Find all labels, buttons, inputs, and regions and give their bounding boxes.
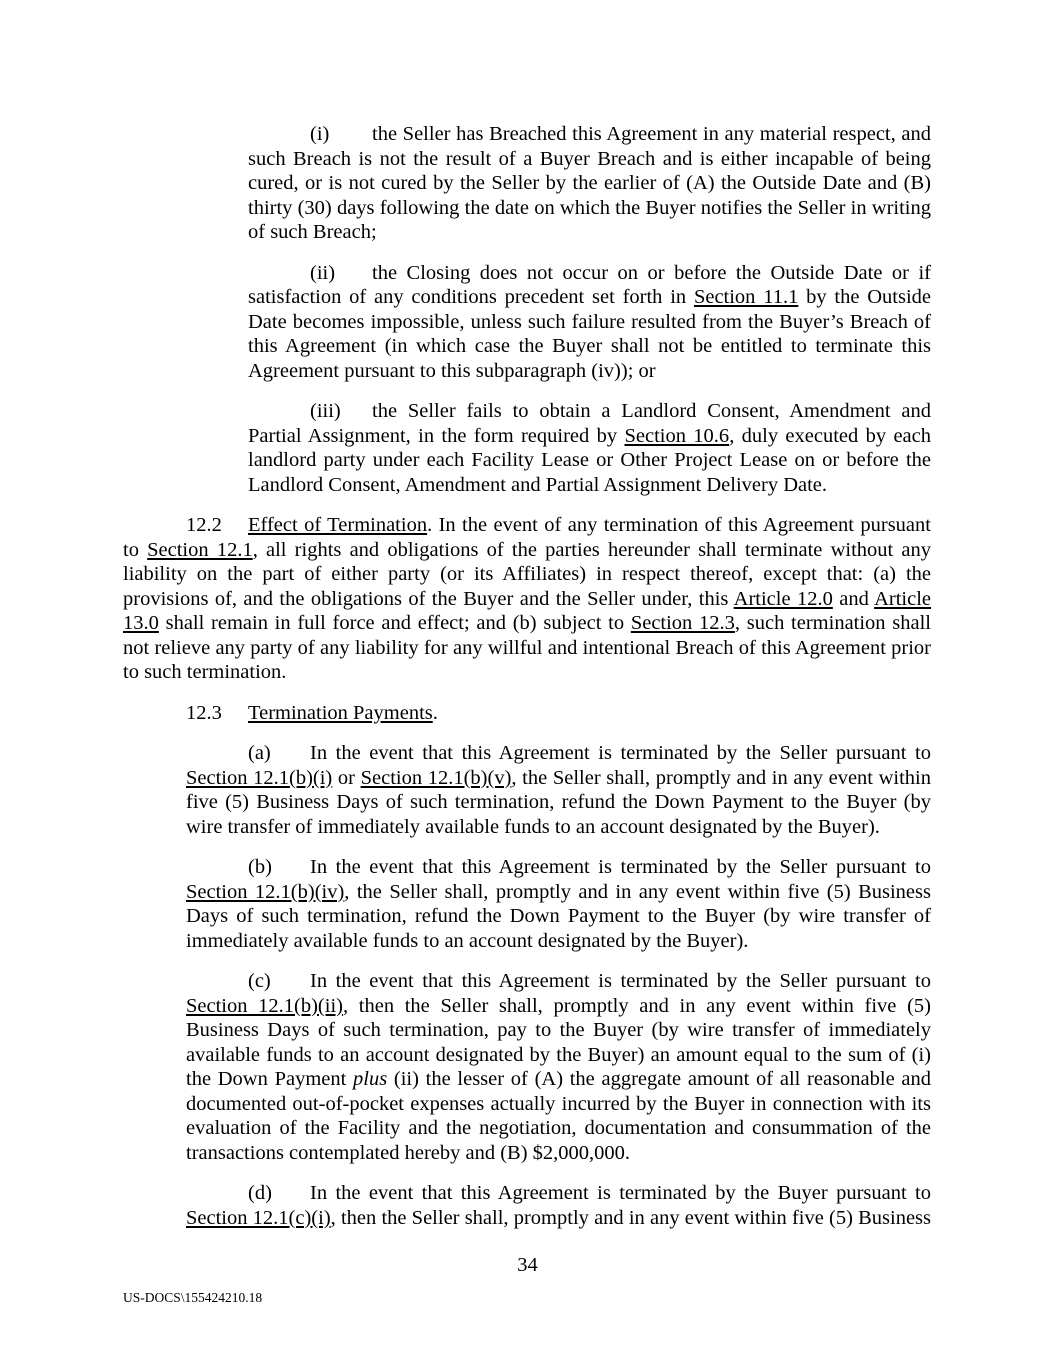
cross-reference: Section 12.1(b)(v)	[360, 766, 512, 789]
text-run: the Seller fails to obtain a Landlord Consent, Amendment and Partial Assignment, in the form required by	[248, 400, 931, 447]
clause-c	[186, 969, 931, 1165]
text-run: , all rights and obligations of the parties hereunder shall terminate without any liability on the part of either party (or its Affiliates) in respect thereof, except that: (a) the provisions of, and the obligations of the Buyer and the Seller under, this	[123, 538, 931, 610]
text-run: .	[432, 701, 438, 724]
text-run: (ii) the lesser of (A) the aggregate amount of all reasonable and documented out-of-pocket expenses actually incurred by the Buyer in connection with its evaluation of the Facility and the negotiation, documentation and consummation of the transactions contemplated hereby and (B) $2,000,000.	[186, 1068, 931, 1164]
clause-label: (c)	[248, 970, 271, 992]
text-run: shall remain in full force and effect; and (b) subject to	[158, 612, 631, 634]
text-run: In the event that this Agreement is terminated by the Buyer pursuant to	[310, 1182, 931, 1204]
text-run: In the event that this Agreement is terminated by the Seller pursuant to	[310, 742, 931, 764]
section-number: 12.3	[186, 701, 222, 724]
clause-label: (b)	[248, 856, 272, 878]
text-run: , duly executed by each landlord party under each Facility Lease or Other Project Lease on or before the Landlord Consent, Amendment and Partial Assignment Delivery Date.	[248, 424, 931, 496]
document-id-footer: US-DOCS\155424210.18	[123, 1290, 263, 1305]
document-body	[123, 122, 931, 1246]
cross-reference: Section 12.1(c)(i)	[186, 1206, 331, 1229]
text-run: , the Seller shall, promptly and in any event within five (5) Business Days of such termination, refund the Down Payment to the Buyer (by wire transfer of immediately available funds to an account designated by the Buyer).	[186, 766, 932, 838]
cross-reference: Section 12.1(b)(iv)	[186, 880, 345, 903]
text-run: . In the event of any termination of this Agreement pursuant to	[123, 514, 931, 561]
text-run: by the Outside Date becomes impossible, unless such failure resulted from the Buyer’s Breach of this Agreement (in which case the Buyer shall not be entitled to terminate this Agreement pursuant to this subparagraph (iv)); or	[248, 286, 931, 382]
text-run: In the event that this Agreement is terminated by the Seller pursuant to	[310, 856, 931, 878]
text-run: the Seller has Breached this Agreement in any material respect, and such Breach is not the result of a Buyer Breach and is either incapable of being cured, or is not cured by the Seller by the earlier of (A) the Outside Date and (B) thirty (30) days following the date on which the Buyer notifies the Seller in writing of such Breach;	[248, 123, 931, 243]
text-run: , then the Seller shall, promptly and in any event within five (5) Business	[330, 1206, 931, 1229]
cross-reference: Termination Payments	[248, 701, 433, 724]
text-run: In the event that this Agreement is terminated by the Seller pursuant to	[310, 970, 931, 992]
text-run: , then the Seller shall, promptly and in any event within five (5) Business Days of such termination, pay to the Buyer (by wire transfer of immediately available funds to an account designated by the Buyer) an amount equal to the sum of (i) the Down Payment	[186, 994, 931, 1090]
clause-iii	[248, 399, 931, 497]
clause-i	[248, 122, 931, 245]
cross-reference: Section 10.6	[624, 424, 730, 447]
text-run: and	[832, 587, 875, 610]
text-run: or	[332, 766, 361, 789]
clause-label: (i)	[310, 123, 330, 145]
text-run: , such termination shall not relieve any party of any liability for any willful and intentional Breach of this Agreement prior to such termination.	[123, 612, 932, 683]
clause-text	[186, 970, 931, 1164]
cross-reference: Article 13.0	[123, 587, 932, 634]
cross-reference: Section 12.1	[147, 538, 253, 561]
clause-ii	[248, 261, 931, 384]
text-run: , the Seller shall, promptly and in any event within five (5) Business Days of such termination, refund the Down Payment to the Buyer (by wire transfer of immediately available funds to an account designated by the Buyer).	[186, 880, 931, 952]
page-number: 34	[517, 1254, 538, 1276]
clause-label: (iii)	[310, 400, 341, 422]
section-12-2-effect-of-termination	[123, 513, 931, 685]
clause-label: (ii)	[310, 261, 336, 284]
cross-reference: Section 12.1(b)(i)	[186, 766, 333, 789]
cross-reference: Effect of Termination	[248, 514, 428, 536]
section-12-3-termination-payments	[123, 701, 931, 726]
clause-b	[186, 855, 931, 953]
clause-label: (a)	[248, 742, 271, 764]
text-run: the Closing does not occur on or before the Outside Date or if satisfaction of any conditions precedent set forth in	[248, 261, 931, 308]
emphasized-text: plus	[353, 1068, 388, 1090]
clause-d	[186, 1181, 931, 1230]
clause-label: (d)	[248, 1182, 272, 1204]
cross-reference: Section 12.1(b)(ii)	[186, 994, 343, 1017]
cross-reference: Section 11.1	[693, 286, 799, 308]
section-text	[123, 514, 931, 683]
clause-a	[186, 741, 931, 839]
cross-reference: Article 12.0	[733, 587, 833, 610]
section-heading	[248, 702, 438, 724]
cross-reference: Section 12.3	[630, 612, 735, 634]
section-number: 12.2	[186, 514, 222, 536]
